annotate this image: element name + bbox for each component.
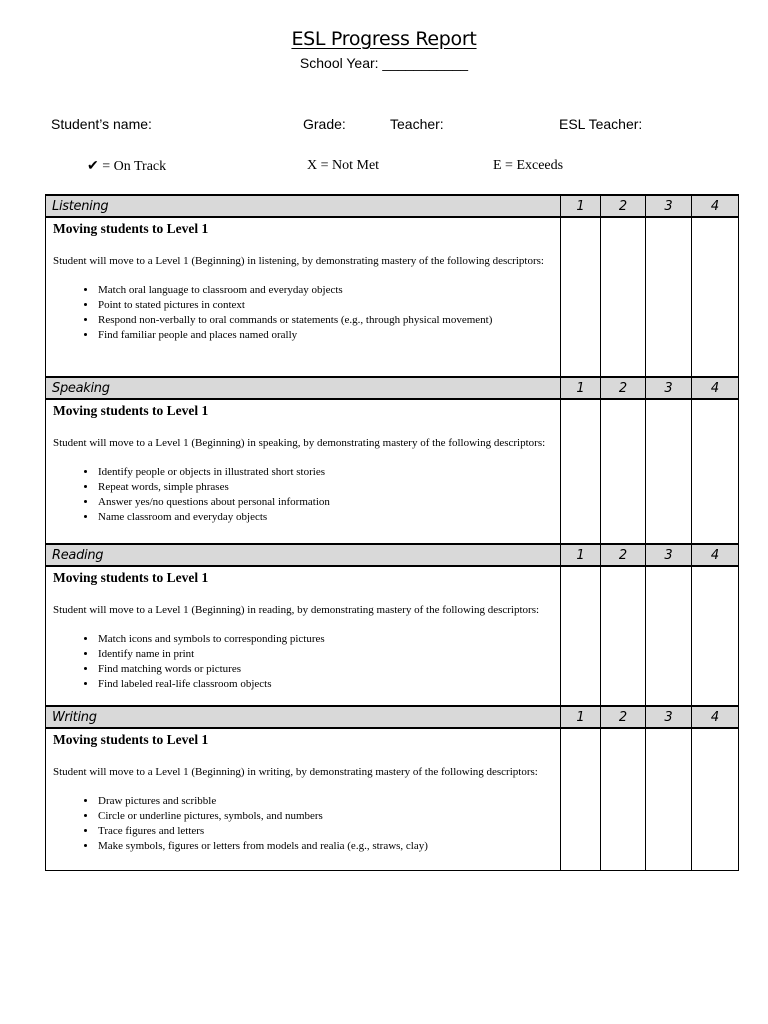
section-body-speaking (46, 399, 739, 544)
section-title: Listening (46, 195, 561, 217)
level-header-3: 3 (646, 377, 692, 399)
level-header-4: 4 (692, 706, 739, 728)
level-header-1: 1 (561, 544, 601, 566)
esl-teacher-label: ESL Teacher: (559, 116, 643, 132)
list-item: • Make symbols, figures or letters from models and realia (e.g., straws, clay) (97, 839, 554, 854)
level-header-2: 2 (601, 377, 646, 399)
section-description: Student will move to a Level 1 (Beginning) in speaking, by demonstrating mastery of the following descriptors: (53, 437, 546, 449)
list-item: • Find familiar people and places named orally (97, 328, 554, 343)
level-1-cell[interactable] (561, 566, 601, 706)
level-2-cell[interactable] (601, 399, 646, 544)
section-body-writing (46, 728, 739, 870)
section-description: Student will move to a Level 1 (Beginning) in listening, by demonstrating mastery of the following descriptors: (53, 255, 544, 267)
list-item: • Find labeled real-life classroom objects (97, 677, 554, 692)
level-3-cell[interactable] (646, 566, 692, 706)
level-2-cell[interactable] (601, 217, 646, 377)
list-item: • Find matching words or pictures (97, 662, 554, 677)
section-content (46, 399, 561, 544)
list-item: • Point to stated pictures in context (97, 298, 554, 313)
grade-label: Grade: (303, 116, 346, 132)
list-item: • Identify people or objects in illustrated short stories (97, 465, 554, 480)
list-item: • Match icons and symbols to corresponding pictures (97, 632, 554, 647)
section-subheading: Moving students to Level 1 (53, 403, 209, 418)
section-header-reading (46, 544, 739, 566)
section-content (46, 217, 561, 377)
descriptor-list (53, 283, 554, 343)
level-header-3: 3 (646, 544, 692, 566)
progress-table (45, 194, 739, 871)
list-item: • Trace figures and letters (97, 824, 554, 839)
legend-exceeds: E = Exceeds (493, 158, 564, 173)
section-body-listening (46, 217, 739, 377)
section-title: Speaking (46, 377, 561, 399)
list-item: • Identify name in print (97, 647, 554, 662)
teacher-label: Teacher: (390, 116, 444, 132)
list-item: • Match oral language to classroom and everyday objects (97, 283, 554, 298)
level-header-1: 1 (561, 377, 601, 399)
descriptor-list (53, 465, 554, 525)
level-4-cell[interactable] (692, 217, 739, 377)
school-year-field: School Year: ___________ (299, 55, 469, 71)
legend-on-track: ✔ = On Track (87, 159, 167, 174)
level-header-2: 2 (601, 195, 646, 217)
section-body-reading (46, 566, 739, 706)
level-1-cell[interactable] (561, 217, 601, 377)
section-description: Student will move to a Level 1 (Beginning) in reading, by demonstrating mastery of the following descriptors: (53, 604, 540, 616)
legend-not-met: X = Not Met (307, 158, 380, 173)
section-title: Writing (46, 706, 561, 728)
section-title: Reading (46, 544, 561, 566)
level-header-4: 4 (692, 377, 739, 399)
level-4-cell[interactable] (692, 566, 739, 706)
section-content (46, 728, 561, 870)
list-item: • Draw pictures and scribble (97, 794, 554, 809)
level-4-cell[interactable] (692, 399, 739, 544)
list-item: • Repeat words, simple phrases (97, 480, 554, 495)
section-header-speaking (46, 377, 739, 399)
report-title: ESL Progress Report (291, 28, 477, 50)
level-4-cell[interactable] (692, 728, 739, 870)
level-header-3: 3 (646, 706, 692, 728)
level-2-cell[interactable] (601, 566, 646, 706)
level-header-4: 4 (692, 544, 739, 566)
level-header-4: 4 (692, 195, 739, 217)
descriptor-list (53, 632, 554, 692)
section-header-listening (46, 195, 739, 217)
section-header-writing (46, 706, 739, 728)
level-header-2: 2 (601, 544, 646, 566)
descriptor-list (53, 794, 554, 854)
level-3-cell[interactable] (646, 217, 692, 377)
list-item: • Circle or underline pictures, symbols, and numbers (97, 809, 554, 824)
student-name-label: Student’s name: (51, 116, 152, 132)
section-subheading: Moving students to Level 1 (53, 221, 209, 236)
section-description: Student will move to a Level 1 (Beginning) in writing, by demonstrating mastery of the following descriptors: (53, 766, 538, 778)
list-item: • Answer yes/no questions about personal information (97, 495, 554, 510)
level-1-cell[interactable] (561, 399, 601, 544)
level-3-cell[interactable] (646, 399, 692, 544)
level-2-cell[interactable] (601, 728, 646, 870)
section-subheading: Moving students to Level 1 (53, 570, 209, 585)
list-item: • Respond non-verbally to oral commands or statements (e.g., through physical movement) (97, 313, 554, 328)
level-header-1: 1 (561, 706, 601, 728)
level-3-cell[interactable] (646, 728, 692, 870)
section-content (46, 566, 561, 706)
level-1-cell[interactable] (561, 728, 601, 870)
level-header-2: 2 (601, 706, 646, 728)
section-subheading: Moving students to Level 1 (53, 732, 209, 747)
list-item: • Name classroom and everyday objects (97, 510, 554, 525)
level-header-3: 3 (646, 195, 692, 217)
level-header-1: 1 (561, 195, 601, 217)
